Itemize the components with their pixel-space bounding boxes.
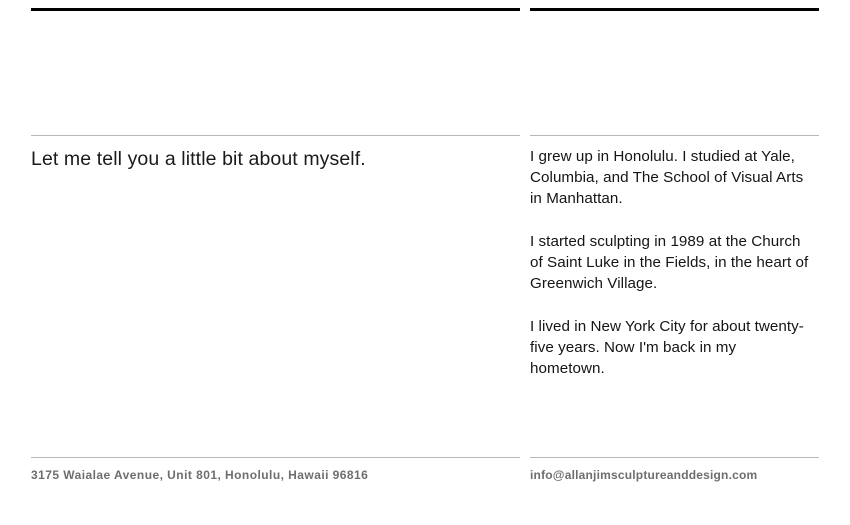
right-column <box>530 0 819 525</box>
paragraph-1: I grew up in Honolulu. I studied at Yale, Columbia, and The School of Visual Arts in Manhattan. <box>530 148 804 207</box>
left-column <box>31 0 520 525</box>
email-footer: info@allanjimsculptureanddesign.com <box>530 468 758 482</box>
address-footer: 3175 Waialae Avenue, Unit 801, Honolulu, Hawaii 96816 <box>31 468 369 482</box>
right-bottom-rule <box>530 457 819 458</box>
right-middle-rule <box>530 135 819 136</box>
page-headline: Let me tell you a little bit about myself. <box>31 148 366 170</box>
right-top-rule <box>530 8 819 11</box>
paragraph-3: I lived in New York City for about twenty-five years. Now I'm back in my hometown. <box>530 318 804 377</box>
left-top-rule <box>31 8 520 11</box>
paragraph-2: I started sculpting in 1989 at the Church of Saint Luke in the Fields, in the heart of Greenwich Village. <box>530 233 809 292</box>
left-middle-rule <box>31 135 520 136</box>
biography-body <box>530 146 815 379</box>
left-bottom-rule <box>31 457 520 458</box>
